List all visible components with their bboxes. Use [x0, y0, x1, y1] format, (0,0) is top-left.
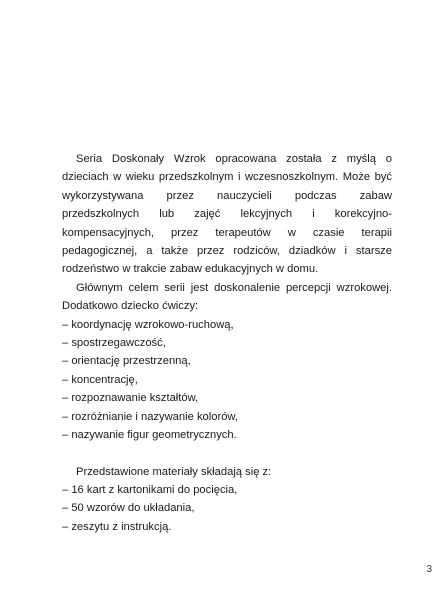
- list-item: – orientację przestrzenną,: [62, 355, 191, 368]
- text-block: [62, 150, 392, 536]
- list-item: – koordynację wzrokowo-ruchową,: [62, 318, 234, 331]
- goal-paragraph: Głównym celem serii jest doskonalenie percepcji wzrokowej. Dodatkowo dziecko ćwiczy:: [62, 281, 392, 313]
- materials-list: [62, 481, 392, 536]
- materials-paragraph: Przedstawione materiały składają się z:: [76, 465, 272, 478]
- list-item: – rozróżnianie i nazywanie kolorów,: [62, 410, 238, 423]
- list-item: – 50 wzorów do układania,: [62, 502, 195, 515]
- list-item: – rozpoznawanie kształtów,: [62, 392, 199, 405]
- list-item: – 16 kart z kartonikami do pocięcia,: [62, 483, 238, 496]
- intro-paragraph: Seria Doskonały Wzrok opracowana została z myślą o dzieciach w wieku przedszkolnym i wczesnoszkolnym. Może być wykorzystywana przez nauczycieli podczas zabaw przedszkolnych lub zajęć lekcyjnych i korekcyjno-kompensacyjnych, przez terapeutów w czasie terapii pedagogicznej, a także przez rodziców, dziadków i starsze rodzeństwo w trakcie zabaw edukacyjnych w domu.: [62, 153, 392, 276]
- list-item: – nazywanie figur geometrycznych.: [62, 429, 237, 442]
- page-number: 3: [426, 564, 432, 575]
- list-item: – koncentrację,: [62, 373, 138, 386]
- skills-list: [62, 316, 392, 445]
- list-item: – spostrzegawczość,: [62, 337, 166, 350]
- list-item: – zeszytu z instrukcją.: [62, 520, 172, 533]
